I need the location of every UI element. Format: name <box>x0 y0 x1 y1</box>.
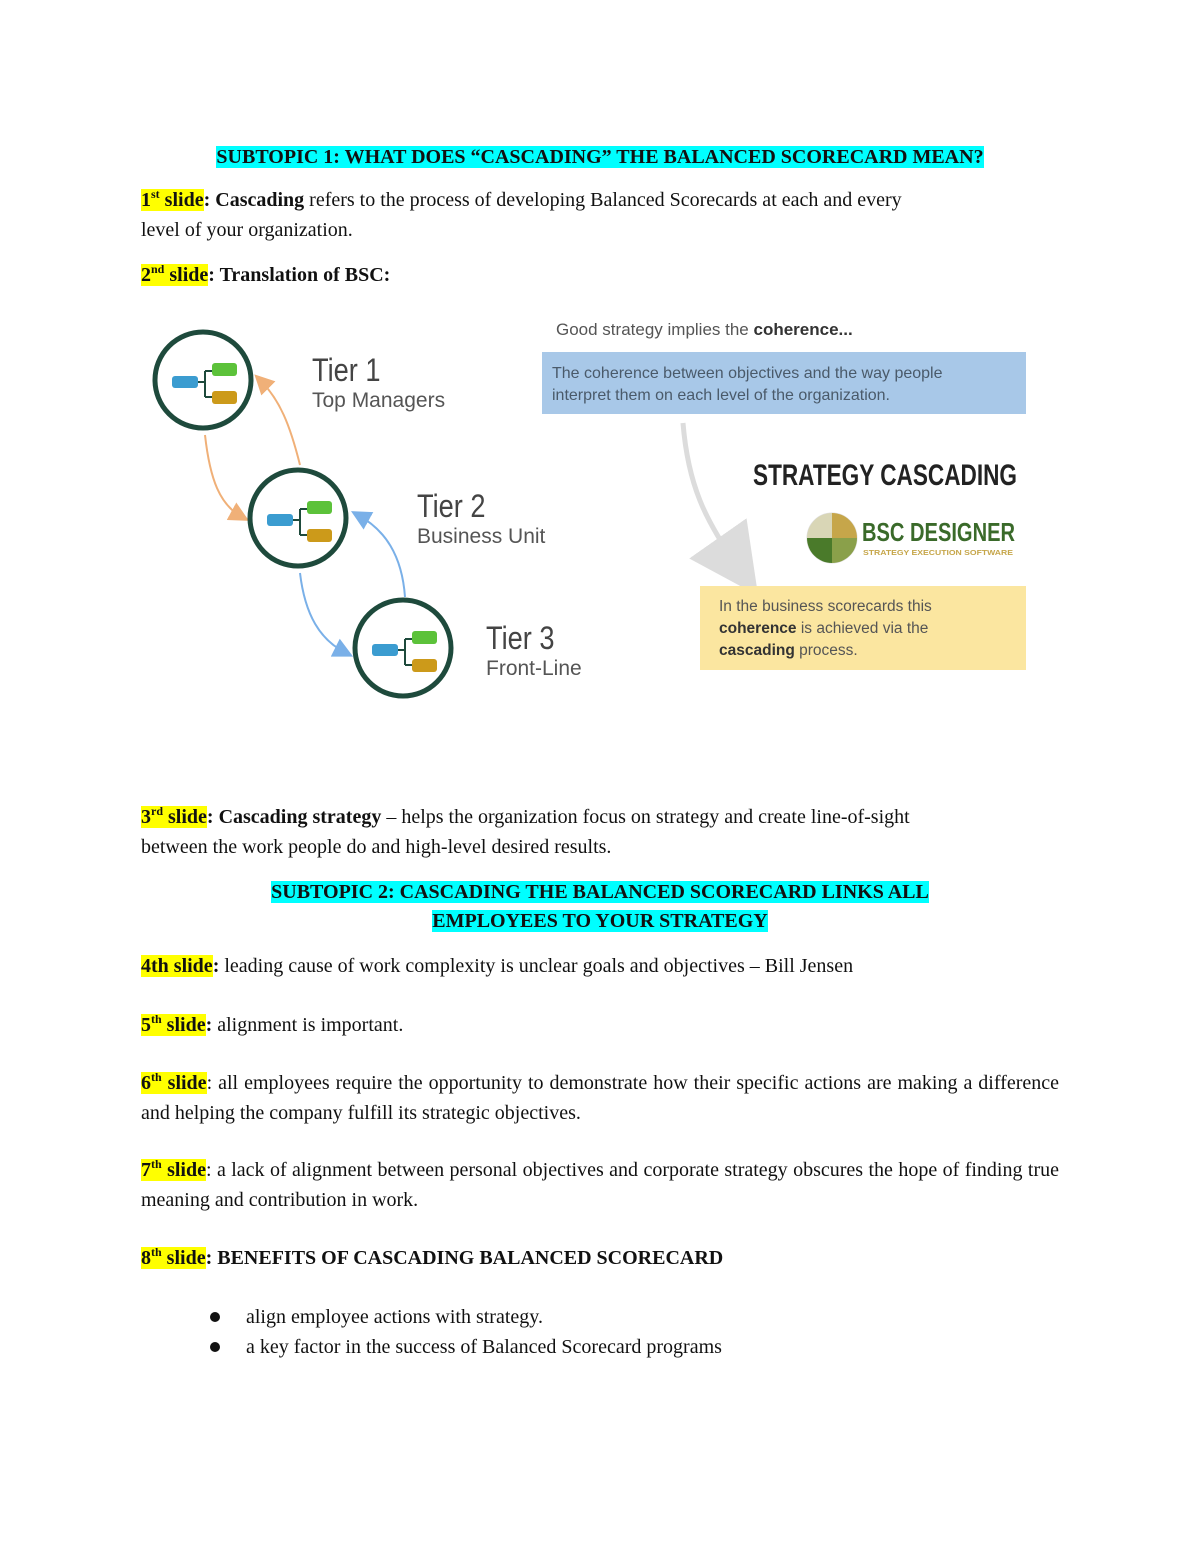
slide-1-label-text: slide <box>159 189 204 211</box>
slide-3-label <box>141 806 207 828</box>
slide-3-text-b: between the work people do and high-level desired results. <box>141 836 612 858</box>
flow-arrow <box>683 423 738 567</box>
slide-2-text: : Translation of BSC: <box>208 264 391 286</box>
slide-5-line: 5th slide: alignment is important. <box>141 1012 404 1036</box>
arrow-tier1-to-tier2 <box>205 435 242 517</box>
slide-7-label <box>141 1159 206 1181</box>
subtopic-1-text: SUBTOPIC 1: WHAT DOES “CASCADING” THE BALANCED SCORECARD MEAN? <box>216 146 984 168</box>
slide-6-paragraph <box>141 1068 1059 1128</box>
slide-1-text-b: level of your organization. <box>141 219 353 241</box>
tier-3-icon <box>355 600 451 696</box>
slide-1-line-2 <box>141 215 1059 245</box>
slide-3-line-2 <box>141 832 1059 862</box>
tier-2-name: Tier 2 <box>417 488 486 524</box>
tier-1-sub: Top Managers <box>312 389 446 412</box>
slide-5-label-text: slide <box>161 1014 206 1036</box>
yellow-box-line-2: coherence is achieved via the <box>719 620 929 637</box>
coherence-blue-box <box>542 352 1026 414</box>
slide-8-text: : BENEFITS OF CASCADING BALANCED SCORECARD <box>205 1247 724 1269</box>
subtopic-2-heading-line-2 <box>141 906 1059 936</box>
slide-6-label-text: slide <box>161 1072 207 1094</box>
blue-box-line-1: The coherence between objectives and the way people <box>552 365 943 382</box>
slide-4-label: 4th slide <box>141 955 213 977</box>
slide-7-text: : a lack of alignment between personal objectives and corporate strategy obscures the hope of finding true meaning and contribution in work. <box>141 1159 1059 1211</box>
yellow-box-line-1: In the business scorecards this <box>719 598 932 615</box>
slide-8-sup: th <box>151 1245 162 1259</box>
logo-subtitle: STRATEGY EXECUTION SOFTWARE <box>863 548 1013 557</box>
yellow-box-line-3: cascading process. <box>719 642 858 659</box>
slide-7-num: 7 <box>141 1159 151 1181</box>
slide-3-num: 3 <box>141 806 151 828</box>
slide-3-line-1: 3rd slide: Cascading strategy – helps the organization focus on strategy and create line-of-sight <box>141 804 910 828</box>
tier-2-sub: Business Unit <box>417 525 546 548</box>
slide-6-num: 6 <box>141 1072 151 1094</box>
slide-4-text: leading cause of work complexity is unclear goals and objectives – Bill Jensen <box>219 955 854 977</box>
slide-8-label <box>141 1247 206 1269</box>
slide-2-label-text: slide <box>164 264 209 286</box>
list-item <box>210 1302 722 1332</box>
slide-8-label-text: slide <box>161 1247 206 1269</box>
tier-3-sub: Front-Line <box>486 657 582 680</box>
slide-8-num: 8 <box>141 1247 151 1269</box>
tier-1-icon <box>155 332 251 428</box>
tier-1-name: Tier 1 <box>312 352 381 388</box>
slide-1-term: Cascading <box>215 189 305 211</box>
slide-1-sup: st <box>151 187 160 201</box>
bullet-icon <box>210 1342 220 1352</box>
slide-3-label-text: slide <box>163 806 207 828</box>
subtopic-2-text-b: EMPLOYEES TO YOUR STRATEGY <box>432 910 768 932</box>
slide-1-text-a: refers to the process of developing Balanced Scorecards at each and every <box>304 189 902 211</box>
slide-2-num: 2 <box>141 264 151 286</box>
slide-7-label-text: slide <box>161 1159 206 1181</box>
list-item <box>210 1332 722 1362</box>
slide-2-sup: nd <box>151 262 165 276</box>
subtopic-2-heading-line-1 <box>141 877 1059 907</box>
slide-5-text: alignment is important. <box>212 1014 404 1036</box>
slide-2-line <box>141 260 1059 290</box>
subtopic-1-heading <box>141 142 1059 172</box>
tier-3-label <box>486 620 582 682</box>
strategy-intro: Good strategy implies the coherence... <box>556 320 853 339</box>
bsc-designer-logo <box>807 513 857 563</box>
cascading-figure <box>140 305 1040 725</box>
slide-6-sup: th <box>151 1070 162 1084</box>
logo-title: BSC DESIGNER <box>862 517 1016 547</box>
slide-3-text-a: – helps the organization focus on strategy and create line-of-sight <box>381 806 910 828</box>
tier-2-icon <box>250 470 346 566</box>
bullet-text-2: a key factor in the success of Balanced Scorecard programs <box>246 1336 722 1358</box>
slide-7-paragraph <box>141 1155 1059 1215</box>
slide-1-label <box>141 189 204 211</box>
slide-3-term: Cascading strategy <box>218 806 382 828</box>
tier-1-label <box>312 352 445 414</box>
slide-1-line-1: 1st slide: Cascading refers to the process of developing Balanced Scorecards at each and every <box>141 187 902 211</box>
arrow-tier2-to-tier1 <box>260 380 300 465</box>
slide-6-text: : all employees require the opportunity to demonstrate how their specific actions are making a difference and helping the company fulfill its strategic objectives. <box>141 1072 1059 1124</box>
slide-6-label <box>141 1072 207 1094</box>
slide-8-line <box>141 1243 1059 1273</box>
slide-5-label <box>141 1014 206 1036</box>
tier-3-name: Tier 3 <box>486 620 555 656</box>
slide-3-sup: rd <box>151 804 163 818</box>
slide-5-num: 5 <box>141 1014 151 1036</box>
slide-4-line: 4th slide: leading cause of work complexity is unclear goals and objectives – Bill Jensen <box>141 955 854 977</box>
subtopic-2-text-a: SUBTOPIC 2: CASCADING THE BALANCED SCORECARD LINKS ALL <box>271 881 929 903</box>
arrow-tier2-to-tier3 <box>300 573 346 653</box>
slide-2-label <box>141 264 208 286</box>
bullet-icon <box>210 1312 220 1322</box>
tier-2-label <box>417 488 545 550</box>
blue-box-line-2: interpret them on each level of the organization. <box>552 387 890 404</box>
slide-7-sup: th <box>151 1157 162 1171</box>
slide-5-sup: th <box>151 1012 162 1026</box>
benefits-list <box>210 1302 722 1362</box>
arrow-tier3-to-tier2 <box>358 515 405 597</box>
slide-1-num: 1 <box>141 189 151 211</box>
bullet-text-1: align employee actions with strategy. <box>246 1306 543 1328</box>
strategy-cascading-heading: STRATEGY CASCADING <box>753 459 1017 492</box>
